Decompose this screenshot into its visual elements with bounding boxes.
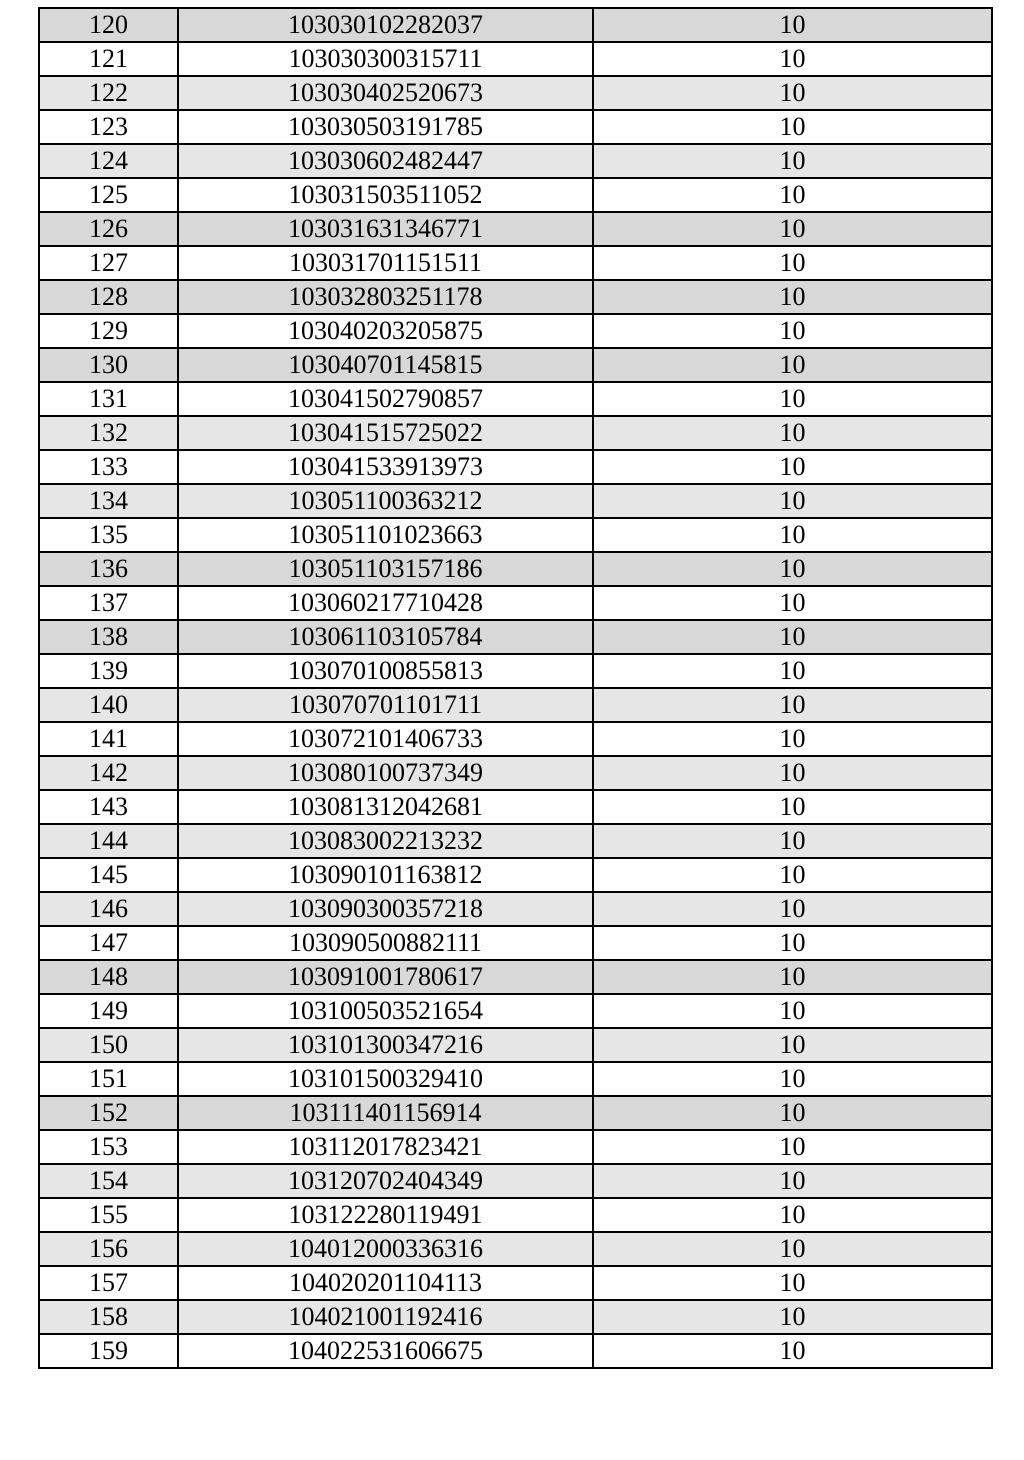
value-cell: 10 [593,212,992,246]
value-cell: 10 [593,518,992,552]
code-cell: 103051101023663 [178,518,593,552]
table-row [39,484,992,518]
table-row [39,1062,992,1096]
value-cell: 10 [593,824,992,858]
code-cell: 103051103157186 [178,552,593,586]
row-number-cell: 136 [39,552,178,586]
table-row [39,348,992,382]
code-cell: 103030300315711 [178,42,593,76]
row-number-cell: 149 [39,994,178,1028]
value-cell: 10 [593,892,992,926]
row-number-cell: 152 [39,1096,178,1130]
code-cell: 103070701101711 [178,688,593,722]
value-cell: 10 [593,484,992,518]
code-cell: 103070100855813 [178,654,593,688]
row-number-cell: 135 [39,518,178,552]
table-row [39,756,992,790]
code-cell: 103032803251178 [178,280,593,314]
row-number-cell: 156 [39,1232,178,1266]
row-number-cell: 140 [39,688,178,722]
table-row [39,110,992,144]
code-cell: 104012000336316 [178,1232,593,1266]
value-cell: 10 [593,620,992,654]
table-row [39,1096,992,1130]
row-number-cell: 121 [39,42,178,76]
table-row [39,1334,992,1368]
value-cell: 10 [593,926,992,960]
row-number-cell: 124 [39,144,178,178]
table-row [39,450,992,484]
value-cell: 10 [593,280,992,314]
row-number-cell: 151 [39,1062,178,1096]
table-row [39,824,992,858]
code-cell: 103090101163812 [178,858,593,892]
table-row [39,892,992,926]
row-number-cell: 133 [39,450,178,484]
row-number-cell: 150 [39,1028,178,1062]
table-row [39,552,992,586]
table-row [39,382,992,416]
row-number-cell: 154 [39,1164,178,1198]
table-row [39,858,992,892]
table-row [39,178,992,212]
value-cell: 10 [593,314,992,348]
table-row [39,1028,992,1062]
value-cell: 10 [593,586,992,620]
value-cell: 10 [593,756,992,790]
value-cell: 10 [593,552,992,586]
table-row [39,688,992,722]
code-cell: 103031701151511 [178,246,593,280]
table-row [39,42,992,76]
table-body [39,8,992,1368]
code-cell: 103041515725022 [178,416,593,450]
value-cell: 10 [593,858,992,892]
code-cell: 104022531606675 [178,1334,593,1368]
table-row [39,586,992,620]
table-row [39,246,992,280]
row-number-cell: 157 [39,1266,178,1300]
table-row [39,1130,992,1164]
table-row [39,280,992,314]
value-cell: 10 [593,8,992,42]
table-row [39,212,992,246]
row-number-cell: 146 [39,892,178,926]
code-cell: 103031631346771 [178,212,593,246]
value-cell: 10 [593,348,992,382]
value-cell: 10 [593,178,992,212]
table-row [39,76,992,110]
value-cell: 10 [593,416,992,450]
value-cell: 10 [593,382,992,416]
row-number-cell: 129 [39,314,178,348]
code-cell: 103080100737349 [178,756,593,790]
code-cell: 103040203205875 [178,314,593,348]
row-number-cell: 143 [39,790,178,824]
code-cell: 103030602482447 [178,144,593,178]
value-cell: 10 [593,1062,992,1096]
table-row [39,8,992,42]
code-cell: 103031503511052 [178,178,593,212]
value-cell: 10 [593,110,992,144]
table-row [39,722,992,756]
value-cell: 10 [593,1130,992,1164]
row-number-cell: 144 [39,824,178,858]
table-row [39,416,992,450]
table-row [39,1198,992,1232]
table-row [39,1232,992,1266]
code-cell: 103061103105784 [178,620,593,654]
value-cell: 10 [593,1096,992,1130]
value-cell: 10 [593,994,992,1028]
row-number-cell: 123 [39,110,178,144]
table-row [39,1266,992,1300]
value-cell: 10 [593,790,992,824]
table-row [39,994,992,1028]
value-cell: 10 [593,1164,992,1198]
value-cell: 10 [593,654,992,688]
value-cell: 10 [593,1232,992,1266]
code-cell: 103122280119491 [178,1198,593,1232]
value-cell: 10 [593,688,992,722]
value-cell: 10 [593,1266,992,1300]
value-cell: 10 [593,1198,992,1232]
table-row [39,654,992,688]
code-cell: 103091001780617 [178,960,593,994]
code-cell: 103083002213232 [178,824,593,858]
code-cell: 103030503191785 [178,110,593,144]
code-cell: 103111401156914 [178,1096,593,1130]
table-row [39,144,992,178]
row-number-cell: 153 [39,1130,178,1164]
code-cell: 103041502790857 [178,382,593,416]
row-number-cell: 147 [39,926,178,960]
value-cell: 10 [593,144,992,178]
row-number-cell: 134 [39,484,178,518]
value-cell: 10 [593,76,992,110]
row-number-cell: 126 [39,212,178,246]
table-row [39,314,992,348]
code-cell: 104020201104113 [178,1266,593,1300]
row-number-cell: 130 [39,348,178,382]
value-cell: 10 [593,722,992,756]
code-cell: 103040701145815 [178,348,593,382]
code-cell: 104021001192416 [178,1300,593,1334]
row-number-cell: 141 [39,722,178,756]
row-number-cell: 142 [39,756,178,790]
value-cell: 10 [593,246,992,280]
value-cell: 10 [593,960,992,994]
row-number-cell: 132 [39,416,178,450]
code-cell: 103112017823421 [178,1130,593,1164]
code-cell: 103030402520673 [178,76,593,110]
value-cell: 10 [593,450,992,484]
table-row [39,960,992,994]
value-cell: 10 [593,1334,992,1368]
row-number-cell: 127 [39,246,178,280]
row-number-cell: 131 [39,382,178,416]
code-cell: 103101300347216 [178,1028,593,1062]
table-row [39,1300,992,1334]
row-number-cell: 159 [39,1334,178,1368]
code-cell: 103030102282037 [178,8,593,42]
row-number-cell: 148 [39,960,178,994]
table-row [39,790,992,824]
row-number-cell: 155 [39,1198,178,1232]
table-row [39,518,992,552]
row-number-cell: 128 [39,280,178,314]
row-number-cell: 158 [39,1300,178,1334]
row-number-cell: 138 [39,620,178,654]
row-number-cell: 139 [39,654,178,688]
code-cell: 103081312042681 [178,790,593,824]
row-number-cell: 120 [39,8,178,42]
code-cell: 103051100363212 [178,484,593,518]
row-number-cell: 145 [39,858,178,892]
code-cell: 103041533913973 [178,450,593,484]
code-cell: 103060217710428 [178,586,593,620]
code-cell: 103090500882111 [178,926,593,960]
value-cell: 10 [593,42,992,76]
data-table [38,7,993,1369]
value-cell: 10 [593,1028,992,1062]
code-cell: 103120702404349 [178,1164,593,1198]
table-row [39,620,992,654]
row-number-cell: 137 [39,586,178,620]
table-row [39,1164,992,1198]
code-cell: 103090300357218 [178,892,593,926]
code-cell: 103101500329410 [178,1062,593,1096]
code-cell: 103100503521654 [178,994,593,1028]
table-row [39,926,992,960]
row-number-cell: 125 [39,178,178,212]
code-cell: 103072101406733 [178,722,593,756]
value-cell: 10 [593,1300,992,1334]
row-number-cell: 122 [39,76,178,110]
